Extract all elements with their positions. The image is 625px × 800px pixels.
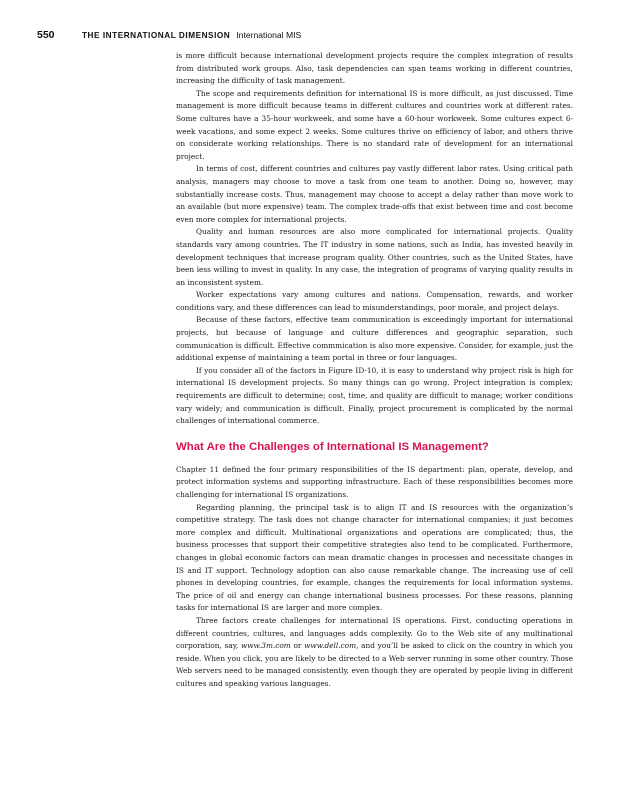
paragraph: Worker expectations vary among cultures and nations. Compensation, rewards, and worker conditions vary, and these differences can lead to misunderstandings, poor morale, and project delays. xyxy=(176,290,573,312)
paragraph: Chapter 11 defined the four primary responsibilities of the IS department: plan, operate, develop, and protect information systems and supporting infrastructure. Each of these responsibilities becomes more challenging for international IS organizations. xyxy=(176,464,573,499)
body-text xyxy=(176,50,573,691)
paragraph: Regarding planning, the principal task is to align IT and IS resources with the organization’s competitive strategy. The task does not change character for international companies; it just becomes more complex and difficult. Multinational organizations and operations are complicated; thus, the business processes that support their competitive strategies also tend to be complicated. Furthermore, changes in global economic factors can mean dramatic changes in processes and necessitate changes in IS and IT support. Technology adoption can also cause remarkable change. The increasing use of cell phones in developing countries, for example, changes the requirements for local information systems. The price of oil and energy can change international business processes. For these reasons, planning tasks for international IS are larger and more complex. xyxy=(176,502,573,613)
paragraph-with-links xyxy=(176,615,573,691)
running-head xyxy=(37,29,597,45)
paragraph: In terms of cost, different countries and cultures pay vastly different labor rates. Using critical path analysis, managers may choose to move a task from one team to another. Doing so, however, may substantially increase costs. Thus, management may choose to accept a delay rather than move work to an available (but more expensive) team. The complex trade-offs that exist between time and cost become even more complex for international projects. xyxy=(176,164,573,224)
paragraph-text: Three factors create challenges for international IS operations. First, conducting operations in different countries, cultures, and languages adds complexity. Go to the Web site of any multinational corporation, say, xyxy=(176,615,573,651)
paragraph: Quality and human resources are also more complicated for international projects. Quality standards vary among countries. The IT industry in some nations, such as India, has invested heavily in development techniques that increase program quality. Other countries, such as the United States, have been less willing to invest in quality. In any case, the integration of programs of varying quality results in an inconsistent system. xyxy=(176,227,573,287)
paragraph: The scope and requirements definition for international IS is more difficult, as just discussed. Time management is more difficult because teams in different cultures and countries work at different rates. Some cultures have a 35-hour workweek, and some have a 60-hour workweek. Some cultures expect 6-week vacations, and some expect 2 weeks. Some cultures thrive on efficiency of labor, and others thrive on considerate working relationships. There is no standard rate of development for an international project. xyxy=(176,88,573,161)
chapter-label: International MIS xyxy=(236,30,302,40)
web-link-3m[interactable]: www.3m.com xyxy=(240,641,291,651)
paragraph: Because of these factors, effective team communication is exceedingly important for international projects, but because of language and culture differences and geographic separation, such communication is difficult. Effective commmication is also more expensive. Consider, for example, just the additional expense of maintaining a team portal in three or four languages. xyxy=(176,315,573,363)
paragraph-text: or xyxy=(290,641,305,651)
section-label: THE INTERNATIONAL DIMENSION xyxy=(82,31,231,40)
paragraph: is more difficult because international development projects require the complex integration of results from distributed work groups. Also, task dependencies can span teams working in different countries, increasing the difficulty of task management. xyxy=(176,51,573,86)
page-number: 550 xyxy=(37,29,55,41)
paragraph-text: , and you’ll be asked to click on the country in which you reside. When you click, you are likely to be directed to a Web server running in some other country. Those Web servers need to be managed consistently, even though they are operated by people living in different cultures and speaking various languages. xyxy=(176,641,574,688)
web-link-dell[interactable]: www.dell.com xyxy=(304,641,357,651)
section-heading: What Are the Challenges of International IS Management? xyxy=(176,440,489,453)
paragraph: If you consider all of the factors in Figure ID-10, it is easy to understand why project risk is high for international IS development projects. So many things can go wrong. Project integration is complex; requirements are difficult to determine; cost, time, and quality are difficult to manage; worker conditions vary widely; and communication is difficult. Finally, project procurement is complicated by the normal challenges of international commerce. xyxy=(176,365,573,426)
